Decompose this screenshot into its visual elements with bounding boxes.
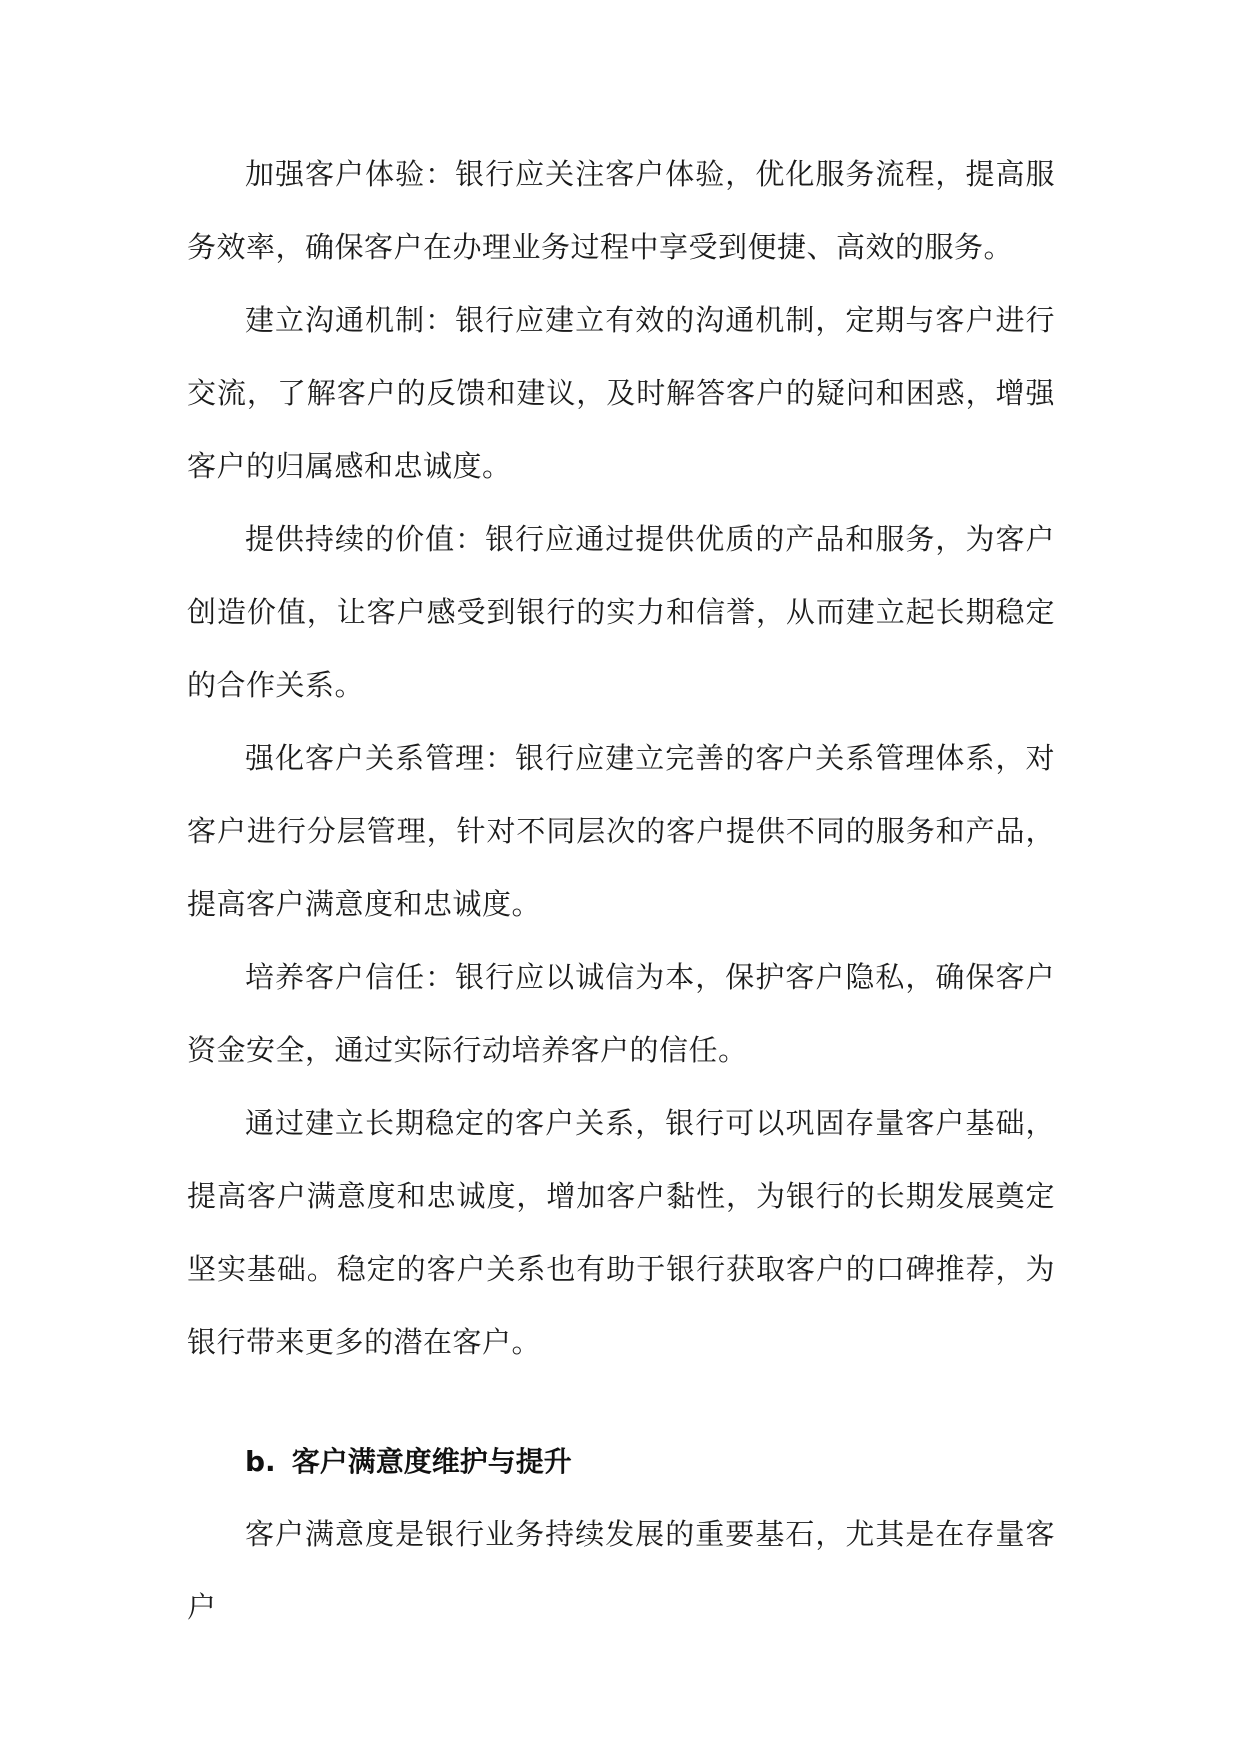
paragraph-continuous-value: 提供持续的价值：银行应通过提供优质的产品和服务，为客户创造价值，让客户感受到银行的实力和信誉，从而建立起长期稳定的合作关系。	[187, 522, 1055, 702]
section-marker: b.	[245, 1445, 276, 1478]
paragraph-satisfaction-intro: 客户满意度是银行业务持续发展的重要基石，尤其是在存量客户	[187, 1517, 1055, 1624]
paragraph-customer-trust: 培养客户信任：银行应以诚信为本，保护客户隐私，确保客户资金安全，通过实际行动培养客户的信任。	[187, 960, 1055, 1067]
document-body	[187, 138, 1055, 1644]
section-title: 客户满意度维护与提升	[291, 1445, 572, 1478]
paragraph-relationship-management: 强化客户关系管理：银行应建立完善的客户关系管理体系，对客户进行分层管理，针对不同层次的客户提供不同的服务和产品，提高客户满意度和忠诚度。	[187, 741, 1055, 921]
paragraph-customer-experience: 加强客户体验：银行应关注客户体验，优化服务流程，提高服务效率，确保客户在办理业务过程中享受到便捷、高效的服务。	[187, 157, 1055, 264]
section-heading	[187, 1425, 1055, 1498]
paragraph-communication-mechanism: 建立沟通机制：银行应建立有效的沟通机制，定期与客户进行交流，了解客户的反馈和建议，及时解答客户的疑问和困惑，增强客户的归属感和忠诚度。	[187, 303, 1055, 483]
paragraph-long-term-relationship: 通过建立长期稳定的客户关系，银行可以巩固存量客户基础，提高客户满意度和忠诚度，增加客户黏性，为银行的长期发展奠定坚实基础。稳定的客户关系也有助于银行获取客户的口碑推荐，为银行带来更多的潜在客户。	[187, 1106, 1055, 1359]
